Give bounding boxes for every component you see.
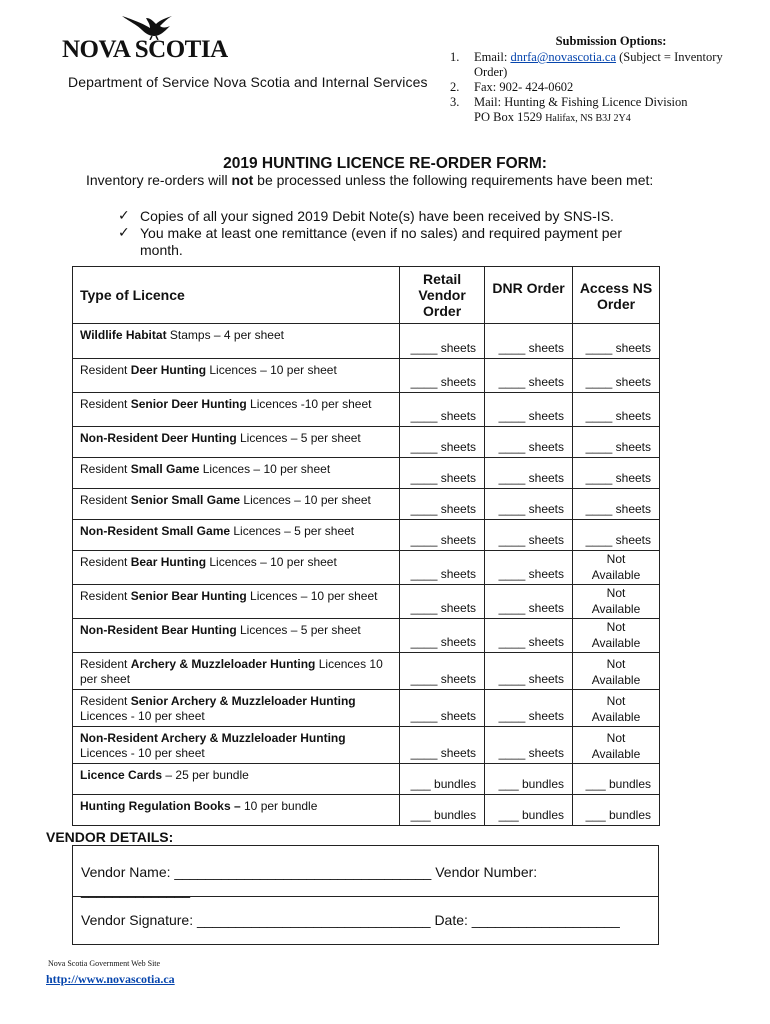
licence-name: Licence Cards	[80, 768, 163, 782]
retail-order-cell[interactable]: ____ sheets	[400, 458, 485, 489]
licence-type	[73, 585, 400, 619]
licence-quantity: Licences – 10 per sheet	[199, 462, 331, 476]
nova-scotia-logo	[62, 14, 242, 64]
table-row	[73, 458, 660, 489]
dnr-order-cell[interactable]: ____ sheets	[485, 489, 573, 520]
dnr-order-cell[interactable]: ____ sheets	[485, 359, 573, 393]
licence-prefix: Resident	[80, 694, 131, 708]
submission-mail	[446, 95, 746, 110]
licence-prefix: Resident	[80, 462, 131, 476]
table-header-row	[73, 267, 660, 324]
submission-email	[446, 50, 746, 80]
access-order-cell[interactable]: ____ sheets	[573, 489, 660, 520]
licence-name: Senior Bear Hunting	[130, 589, 247, 603]
table-row	[73, 359, 660, 393]
dnr-order-cell[interactable]: ____ sheets	[485, 324, 573, 359]
licence-name: Non-Resident Small Game	[80, 524, 231, 538]
licence-quantity: Licences 10 per sheet	[80, 657, 383, 686]
licence-name: Archery & Muzzleloader Hunting	[130, 657, 316, 671]
licence-order-table	[72, 266, 660, 826]
po-box-text: PO Box 1529	[474, 110, 546, 124]
licence-name: Bear Hunting	[130, 555, 207, 569]
fax-label: Fax: 902- 424-0602	[474, 80, 574, 94]
department-name: Department of Service Nova Scotia and Internal Services	[68, 74, 428, 90]
vendor-number-field[interactable]: ______________	[81, 882, 191, 898]
logo-wordmark: NOVA SCOTIA	[62, 36, 228, 63]
intro-emphasis: not	[231, 172, 254, 188]
retail-order-cell[interactable]: ____ sheets	[400, 551, 485, 585]
dnr-order-cell[interactable]: ____ sheets	[485, 585, 573, 619]
licence-name: Deer Hunting	[130, 363, 207, 377]
licence-quantity: Licences – 10 per sheet	[206, 555, 337, 569]
access-not-available: Not Available	[573, 653, 660, 690]
requirements-list	[118, 208, 638, 259]
licence-name: Senior Deer Hunting	[130, 397, 247, 411]
licence-quantity: Licences – 10 per sheet	[246, 589, 378, 603]
email-label: Email:	[474, 50, 511, 64]
dnr-order-cell[interactable]: ____ sheets	[485, 690, 573, 727]
dnr-order-cell[interactable]: ____ sheets	[485, 427, 573, 458]
intro-text: be processed unless the following requirements have been met:	[253, 172, 654, 188]
licence-name: Non-Resident Deer Hunting	[80, 431, 237, 445]
access-order-cell[interactable]: ____ sheets	[573, 458, 660, 489]
website-link[interactable]: http://www.novascotia.ca	[46, 972, 175, 986]
retail-order-cell[interactable]: ____ sheets	[400, 393, 485, 427]
licence-type	[73, 520, 400, 551]
table-row	[73, 427, 660, 458]
licence-quantity: Licences – 5 per sheet	[236, 431, 361, 445]
licence-quantity: Licences - 10 per sheet	[80, 709, 205, 723]
table-row	[73, 795, 660, 826]
vendor-details-box	[72, 845, 659, 945]
mail-label: Mail: Hunting & Fishing Licence Division	[474, 95, 688, 109]
requirement-item	[118, 225, 638, 259]
licence-type	[73, 324, 400, 359]
licence-quantity: 10 per bundle	[240, 799, 318, 813]
access-order-cell[interactable]: ____ sheets	[573, 393, 660, 427]
checkmark-icon: ✓	[118, 225, 130, 241]
access-order-cell[interactable]: ____ sheets	[573, 520, 660, 551]
header-type: Type of Licence	[73, 267, 400, 324]
licence-quantity: Stamps – 4 per sheet	[166, 328, 284, 342]
vendor-name-field[interactable]: Vendor Name: _________________________________ Vendor Number:	[81, 864, 538, 880]
retail-order-cell[interactable]: ____ sheets	[400, 427, 485, 458]
table-row	[73, 619, 660, 653]
submission-fax	[446, 80, 746, 95]
table-row	[73, 551, 660, 585]
item-number: 2.	[450, 80, 460, 94]
dnr-order-cell[interactable]: ____ sheets	[485, 393, 573, 427]
table-row	[73, 727, 660, 764]
licence-type	[73, 427, 400, 458]
licence-quantity: Licences – 5 per sheet	[230, 524, 355, 538]
retail-order-cell[interactable]: ___ bundles	[400, 764, 485, 795]
header-access: Access NS Order	[573, 267, 660, 324]
table-row	[73, 585, 660, 619]
table-row	[73, 393, 660, 427]
licence-name: Wildlife Habitat	[80, 328, 167, 342]
dnr-order-cell[interactable]: ___ bundles	[485, 764, 573, 795]
licence-prefix: Resident	[80, 493, 131, 507]
vendor-signature-field[interactable]: Vendor Signature: ______________________________ Date: ___________________	[81, 912, 620, 928]
licence-type	[73, 619, 400, 653]
licence-quantity: Licences – 10 per sheet	[240, 493, 371, 507]
retail-order-cell[interactable]: ____ sheets	[400, 520, 485, 551]
retail-order-cell[interactable]: ____ sheets	[400, 727, 485, 764]
licence-quantity: Licences -10 per sheet	[246, 397, 372, 411]
header-dnr: DNR Order	[485, 267, 573, 324]
access-order-cell[interactable]: ___ bundles	[573, 764, 660, 795]
retail-order-cell[interactable]: ____ sheets	[400, 489, 485, 520]
licence-prefix: Resident	[80, 397, 131, 411]
submission-options	[446, 34, 746, 126]
access-not-available: Not Available	[573, 619, 660, 653]
retail-order-cell[interactable]: ____ sheets	[400, 324, 485, 359]
retail-order-cell[interactable]: ____ sheets	[400, 619, 485, 653]
form-intro	[86, 172, 653, 188]
retail-order-cell[interactable]: ____ sheets	[400, 359, 485, 393]
retail-order-cell[interactable]: ____ sheets	[400, 653, 485, 690]
licence-prefix: Resident	[80, 589, 131, 603]
access-order-cell[interactable]: ____ sheets	[573, 359, 660, 393]
access-order-cell[interactable]: ___ bundles	[573, 795, 660, 826]
licence-type	[73, 393, 400, 427]
licence-type	[73, 690, 400, 727]
po-box-city: Halifax, NS B3J 2Y4	[545, 113, 631, 124]
dnr-order-cell[interactable]: ____ sheets	[485, 458, 573, 489]
dnr-order-cell[interactable]: ____ sheets	[485, 727, 573, 764]
access-not-available: Not Available	[573, 727, 660, 764]
email-link[interactable]: dnrfa@novascotia.ca	[510, 50, 617, 64]
footer-label: Nova Scotia Government Web Site	[48, 959, 161, 968]
checkmark-icon: ✓	[118, 208, 130, 224]
licence-quantity: Licences - 10 per sheet	[80, 746, 205, 760]
header-retail: Retail Vendor Order	[400, 267, 485, 324]
vendor-details-heading: VENDOR DETAILS:	[46, 829, 174, 845]
item-number: 1.	[450, 50, 460, 64]
retail-order-cell[interactable]: ___ bundles	[400, 795, 485, 826]
table-row	[73, 764, 660, 795]
licence-type	[73, 489, 400, 520]
po-box	[446, 110, 746, 126]
licence-name: Non-Resident Archery & Muzzleloader Hunting	[80, 731, 346, 745]
retail-order-cell[interactable]: ____ sheets	[400, 690, 485, 727]
licence-prefix: Resident	[80, 657, 131, 671]
licence-name: Hunting Regulation Books –	[80, 799, 241, 813]
access-order-cell[interactable]: ____ sheets	[573, 427, 660, 458]
table-row	[73, 324, 660, 359]
licence-name: Senior Archery & Muzzleloader Hunting	[130, 694, 356, 708]
dnr-order-cell[interactable]: ____ sheets	[485, 551, 573, 585]
dnr-order-cell[interactable]: ____ sheets	[485, 520, 573, 551]
table-row	[73, 653, 660, 690]
dnr-order-cell[interactable]: ____ sheets	[485, 653, 573, 690]
licence-prefix: Resident	[80, 555, 131, 569]
access-not-available: Not Available	[573, 551, 660, 585]
divider	[73, 896, 658, 897]
requirement-text: You make at least one remittance (even if no sales) and required payment per month.	[140, 225, 622, 258]
access-not-available: Not Available	[573, 690, 660, 727]
licence-type	[73, 551, 400, 585]
licence-type	[73, 795, 400, 826]
licence-name: Non-Resident Bear Hunting	[80, 623, 237, 637]
licence-prefix: Resident	[80, 363, 131, 377]
item-number: 3.	[450, 95, 460, 109]
table-row	[73, 489, 660, 520]
submission-title: Submission Options:	[555, 34, 667, 48]
licence-name: Senior Small Game	[130, 493, 241, 507]
licence-name: Small Game	[130, 462, 200, 476]
table-row	[73, 690, 660, 727]
dnr-order-cell[interactable]: ___ bundles	[485, 795, 573, 826]
licence-quantity: Licences – 10 per sheet	[206, 363, 337, 377]
licence-quantity: Licences – 5 per sheet	[236, 623, 361, 637]
licence-type	[73, 653, 400, 690]
licence-type	[73, 727, 400, 764]
dnr-order-cell[interactable]: ____ sheets	[485, 619, 573, 653]
table-row	[73, 520, 660, 551]
licence-type	[73, 458, 400, 489]
retail-order-cell[interactable]: ____ sheets	[400, 585, 485, 619]
licence-type	[73, 359, 400, 393]
requirement-text: Copies of all your signed 2019 Debit Note(s) have been received by SNS-IS.	[140, 208, 614, 224]
email-subject: (Subject = Inventory Order)	[474, 50, 723, 79]
intro-text: Inventory re-orders will	[86, 172, 232, 188]
licence-quantity: – 25 per bundle	[162, 768, 249, 782]
licence-type	[73, 764, 400, 795]
form-title: 2019 HUNTING LICENCE RE-ORDER FORM:	[223, 155, 547, 172]
access-order-cell[interactable]: ____ sheets	[573, 324, 660, 359]
access-not-available: Not Available	[573, 585, 660, 619]
requirement-item	[118, 208, 638, 225]
